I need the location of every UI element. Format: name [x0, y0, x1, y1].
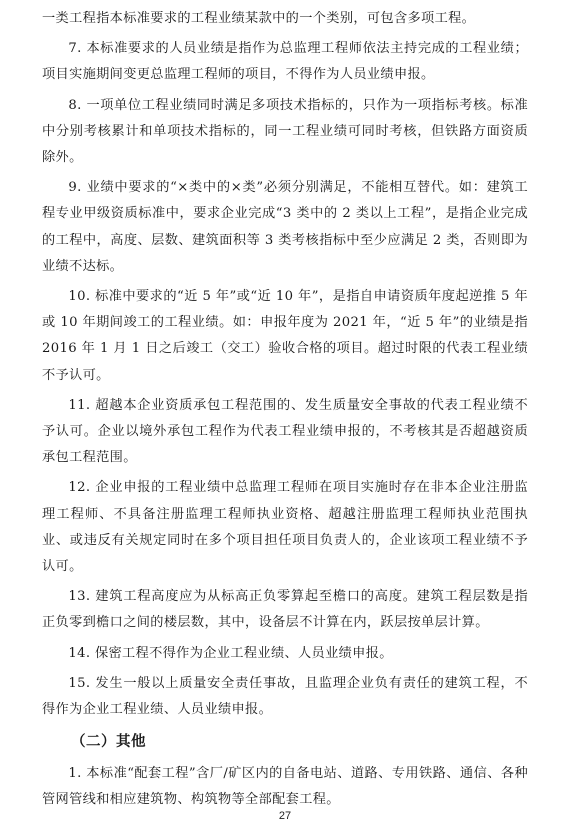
- page-body: [42, 6, 528, 818]
- paragraph-item-15: 15. 发生一般以上质量安全责任事故，且监理企业负有责任的建筑工程，不得作为企业工程业绩、人员业绩申报。: [42, 675, 528, 718]
- paragraph-continued: 一类工程指本标准要求的工程业绩某款中的一个类别，可包含多项工程。: [42, 11, 476, 26]
- section-heading: （二）其他: [71, 733, 146, 751]
- paragraph-item-12: 12. 企业申报的工程业绩中总监理工程师在项目实施时存在非本企业注册监理工程师、不具备注册监理工程师执业资格、超越注册监理工程师执业范围执业、或违反有关规定同时在多个项目担任项目负责人的，企业该项工程业绩不予认可。: [42, 480, 528, 575]
- paragraph-item-14: 14. 保密工程不得作为企业工程业绩、人员业绩申报。: [68, 645, 393, 661]
- page-number: 27: [278, 810, 292, 822]
- paragraph-item-11: 11. 超越本企业资质承包工程范围的、发生质量安全事故的代表工程业绩不予认可。企业以境外承包工程作为代表工程业绩申报的，不考核其是否超越资质承包工程范围。: [42, 397, 528, 466]
- paragraph-item-7: 7. 本标准要求的人员业绩是指作为总监理工程师依法主持完成的工程业绩；项目实施期间变更总监理工程师的项目，不得作为人员业绩申报。: [42, 41, 528, 83]
- section-paragraph-item-1: 1. 本标准“配套工程”含厂/矿区内的自备电站、道路、专用铁路、通信、各种管网管线和相应建筑物、构筑物等全部配套工程。: [42, 766, 528, 808]
- paragraph-item-13: 13. 建筑工程高度应为从标高正负零算起至檐口的高度。建筑工程层数是指正负零到檐口之间的楼层数，其中，设备层不计算在内，跃层按单层计算。: [42, 589, 528, 631]
- paragraph-item-9: 9. 业绩中要求的“×类中的×类”必须分别满足，不能相互替代。如：建筑工程专业甲级资质标准中，要求企业完成“3 类中的 2 类以上工程”，是指企业完成的工程中，高度、层数、建筑面积等 3 类考核指标中至少应满足 2 类，否则即为业绩不达标。: [42, 180, 528, 274]
- paragraph-item-10: 10. 标准中要求的“近 5 年”或“近 10 年”，是指自申请资质年度起逆推 5 年或 10 年期间竣工的工程业绩。如：申报年度为 2021 年，“近 5 年”的业绩是指 2016 年 1 月 1 日之后竣工（交工）验收合格的项目。超过时限的代表工程业绩不予认可。: [42, 289, 528, 383]
- paragraph-item-8: 8. 一项单位工程业绩同时满足多项技术指标的，只作为一项指标考核。标准中分别考核累计和单项技术指标的，同一工程业绩可同时考核，但铁路方面资质除外。: [42, 97, 528, 166]
